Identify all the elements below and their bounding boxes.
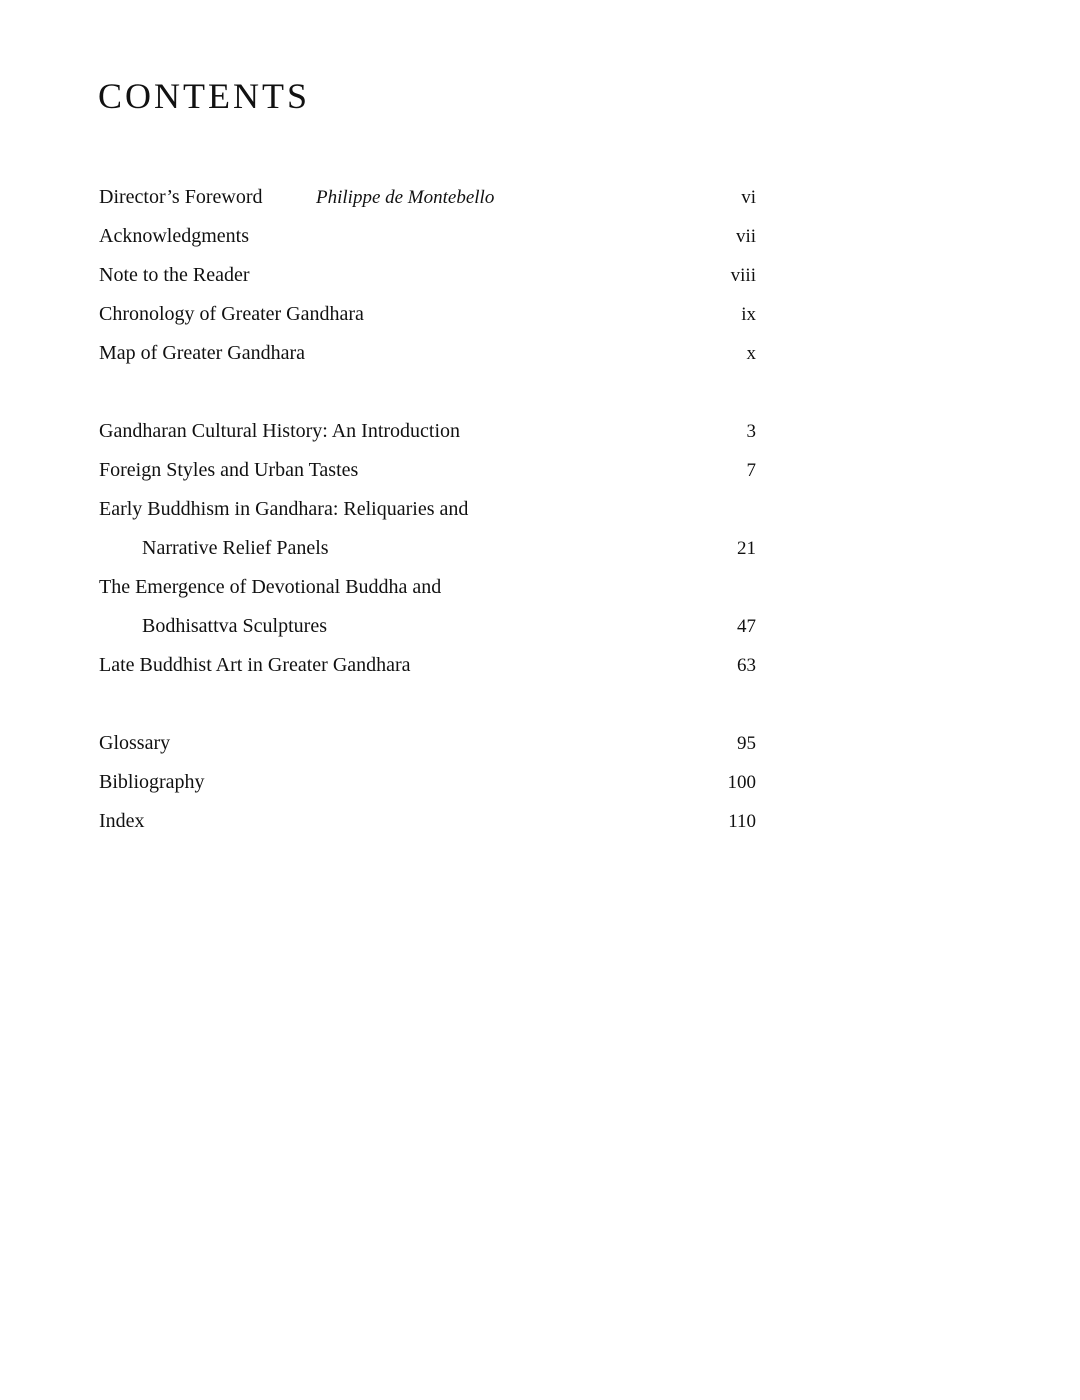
toc-entry-title: Glossary	[99, 732, 171, 754]
toc-entry-page: viii	[730, 265, 756, 286]
toc-entry-author: Philippe de Montebello	[316, 187, 495, 208]
toc-entry-page: vi	[741, 187, 756, 208]
toc-entry-page: 63	[737, 655, 756, 676]
toc-entry-title: Acknowledgments	[99, 225, 249, 247]
toc-entry-page: 3	[746, 421, 756, 442]
toc-entry-page: 110	[728, 811, 756, 832]
toc-entry-title: Gandharan Cultural History: An Introduction	[99, 420, 461, 442]
toc-essays	[99, 412, 759, 685]
toc-entry	[99, 451, 759, 490]
toc-entry-page: ix	[741, 304, 756, 325]
toc-entry-title: Bibliography	[99, 771, 205, 793]
toc-entry-page: x	[746, 343, 756, 364]
toc-entry	[99, 724, 759, 763]
toc-entry-title: Chronology of Greater Gandhara	[99, 303, 364, 325]
toc-entry-title: Note to the Reader	[99, 264, 250, 286]
toc-entry	[99, 334, 759, 373]
toc-entry	[99, 802, 759, 841]
table-of-contents	[99, 178, 759, 841]
toc-entry-title: The Emergence of Devotional Buddha and	[99, 576, 442, 598]
toc-entry	[99, 646, 759, 685]
toc-entry-continuation	[99, 529, 759, 568]
toc-entry	[99, 763, 759, 802]
toc-entry-title: Late Buddhist Art in Greater Gandhara	[99, 654, 411, 676]
toc-entry-continuation	[99, 607, 759, 646]
toc-entry-title: Early Buddhism in Gandhara: Reliquaries and	[99, 498, 469, 520]
toc-entry-title: Director’s Foreword	[99, 186, 263, 208]
toc-entry	[99, 412, 759, 451]
toc-back-matter	[99, 724, 759, 841]
toc-entry	[99, 178, 759, 217]
toc-entry-page: 100	[727, 772, 756, 793]
toc-entry	[99, 256, 759, 295]
toc-entry-page: 21	[737, 538, 756, 559]
toc-entry-title: Foreign Styles and Urban Tastes	[99, 459, 359, 481]
toc-entry-title: Map of Greater Gandhara	[99, 342, 306, 364]
toc-entry-page: 95	[737, 733, 756, 754]
toc-entry	[99, 295, 759, 334]
toc-entry-page: 7	[746, 460, 756, 481]
toc-entry-page: 47	[737, 616, 756, 637]
page-title: CONTENTS	[98, 76, 310, 116]
toc-entry	[99, 217, 759, 256]
toc-entry-title: Bodhisattva Sculptures	[142, 615, 327, 637]
toc-entry-title: Narrative Relief Panels	[142, 537, 329, 559]
toc-entry	[99, 568, 759, 607]
toc-entry-page: vii	[735, 226, 756, 247]
toc-entry	[99, 490, 759, 529]
toc-front-matter	[99, 178, 759, 373]
toc-entry-title: Index	[99, 810, 145, 832]
